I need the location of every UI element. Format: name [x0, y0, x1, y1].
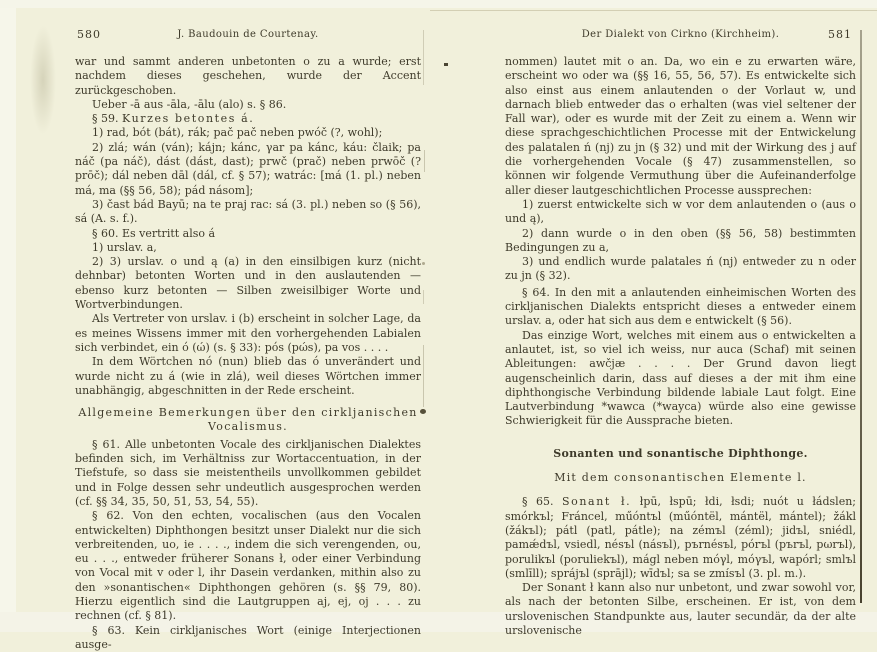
paragraph: § 62. Von den echten, vocalischen (aus den Vocalen entwickelten) Diphthongen besitzt unser Dialekt nur die sich verbreitenden, uo, ie . . . ., indem die sich verengenden, ou, eu . . ., entweder früherer Sonans ł, oder einer Verbindung von Vocal mit v oder l, ihr Dasein verdanken, mithin also zu den »sonantischen« Diphthongen gehören (s. §§ 79, 80). Hierzu eigentlich sind die Lautgruppen aj, ej, oj . . . zu rechnen (cf. § 81). — [75, 509, 421, 623]
left-running-title: J. Baudouin de Courtenay. — [177, 29, 319, 40]
scan-top-margin — [0, 0, 877, 8]
right-running-title: Der Dialekt von Cirkno (Kirchheim). — [581, 29, 780, 40]
paragraph: Als Vertreter von urslav. i (b) erscheint in solcher Lage, da es meines Wissens immer mit den vorhergehenden Labialen sich verbindet, ein ó (ώ) (s. § 33): pós (pώs), pa vos . . . . — [75, 312, 421, 354]
page-right-edge-line — [860, 30, 862, 603]
page-top-edge-line — [430, 10, 877, 11]
section-number: § 59. — [92, 112, 119, 126]
right-page-number: 581 — [828, 28, 852, 41]
fold-mark — [423, 30, 424, 85]
paragraph: In dem Wörtchen nó (nun) blieb das ó unverändert und wurde nicht zu á (wie in zlá), weil dieses Wörtchen immer unabhängig, abgeschnitten in der Rede erscheint. — [75, 355, 421, 397]
fold-mark — [423, 290, 424, 304]
paragraph: Ueber -ā aus -āla, -ālu (alo) s. § 86. — [92, 97, 287, 111]
paragraph: 3) čast bád Bayū; na te praj rac: sá (3. pl.) neben so (§ 56), sá (A. s. f.). — [75, 197, 421, 226]
paragraph: nommen) lautet mit o an. Da, wo ein e zu erwarten wäre, erscheint wo oder wa (§§ 16, 55, 56, 57). Es entwickelte sich also einst aus einem anlautenden o der Vorlaut w, und darnach blieb entweder das o erhalten (was viel seltener der Fall war), oder es wurde mit der Zeit zu einem a. Wenn wir diese sprachgeschichtlichen Processe mit der Entwickelung des palatalen ń (nj) zu jn (§ 32) und mit der Wirkung des j auf die vorhergehenden Vocale (§ 47) zusammenstellen, so können wir folgende Vermuthung über die Aufeinanderfolge aller dieser lautgeschichtlichen Processe aussprechen: — [505, 55, 856, 197]
chapter-heading: Allgemeine Bemerkungen über den cirkljanischen Vocalismus. — [78, 406, 418, 434]
left-running-head — [75, 28, 421, 42]
section-heading — [75, 112, 421, 126]
section-number: § 65. — [522, 495, 554, 509]
right-running-head — [505, 28, 856, 42]
section-body: łpū, łspū; łdi, łsdi; nuót u łádslen; smórkъl; Fráncel, műóntъl (műóntёl, mántёl, mántel); žákl (žákъl); pátl (patl, pátle); na zémъl (zéml); jidъl, sniédl, pamǽdъl, vsiedl, nésъl (násъl), pъrnésъl, pórъl (pъrъl, pωrъl), porulikъl (poruliekъl), mágl neben móγl, móγъl, wapórl; smlъl (smlīll); sprájъl (sprājl); wīdъl; sa se zmísъl (3. pl. m.). — [505, 495, 856, 580]
ink-speck — [444, 63, 448, 66]
paragraph: 1) rad, bót (bát), rák; pač pač neben pwóč (?, wohl); — [92, 126, 383, 140]
fold-mark — [422, 262, 425, 265]
paragraph: 1) zuerst entwickelte sich w vor dem anlautenden o (aus o und ą), — [505, 197, 856, 226]
paragraph: § 63. Kein cirkljanisches Wort (einige Interjectionen ausge- — [75, 623, 421, 651]
section-title: Sonant ł. — [562, 495, 632, 509]
scan-shadow — [30, 25, 56, 135]
paragraph: § 64. In den mit a anlautenden einheimischen Worten des cirkljanischen Dialekts entspricht dieses a entweder einem urslav. a, oder hat sich aus dem e entwickelt (§ 56). — [505, 285, 856, 328]
paragraph: 3) und endlich wurde palatales ń (nj) entweder zu n oder zu jn (§ 32). — [505, 255, 856, 283]
paragraph: 2) dann wurde o in den oben (§§ 56, 58) bestimmten Bedingungen zu a, — [505, 226, 856, 254]
scan-left-margin — [0, 0, 16, 632]
chapter-heading: Sonanten und sonantische Diphthonge. — [553, 446, 808, 460]
fold-mark — [423, 345, 424, 407]
paragraph: Das einzige Wort, welches mit einem aus o entwickelten a anlautet, ist, so viel ich weiss, nur auca (Schaf) mit seinen Ableitungen: awčjæ . . . . Der Grund davon liegt augenscheinlich darin, dass auf dieses a der mit ihm eine diphthongische Verbindung bildende labiale Laut folgt. Eine Lautverbindung *wawca (*wayca) würde also eine gewisse Schwierigkeit für die Aussprache bieten. — [505, 328, 856, 428]
sub-heading: Mit dem consonantischen Elemente l. — [554, 471, 807, 485]
paragraph: § 60. Es vertritt also á — [92, 226, 216, 240]
left-page-number: 580 — [77, 28, 101, 41]
fold-mark — [424, 150, 425, 172]
paragraph: § 61. Alle unbetonten Vocale des cirkljanischen Dialektes befinden sich, im Verhältniss zur Wortaccentuation, in der Tiefstufe, so dass sie meistentheils unvollkommen gebildet und in Folge dessen sehr undeutlich ausgesprochen werden (cf. §§ 34, 35, 50, 51, 53, 54, 55). — [75, 437, 421, 508]
paragraph: 1) urslav. a, — [92, 240, 157, 254]
paragraph: war und sammt anderen unbetonten o zu a wurde; erst nachdem dieses geschehen, wurde der Accent zurückgeschoben. — [75, 55, 421, 97]
section-title: Kurzes betontes á. — [122, 112, 255, 126]
left-page — [75, 28, 421, 652]
right-page — [505, 28, 856, 638]
paragraph: 2) 3) urslav. o und ą (a) in den einsilbigen kurz (nicht dehnbar) betonten Worten und in den auslautenden — ebenso kurz betonten — Silben zweisilbiger Worte und Wortverbindungen. — [75, 255, 421, 312]
paragraph: Der Sonant ł kann also nur unbetont, und zwar sowohl vor, als nach der betonten Silbe, erscheinen. Er ist, von dem urslovenischen Standpunkte aus, lauter secundär, da der alte urslovenische — [505, 581, 856, 637]
paragraph: 2) zlá; wán (ván); kájn; kánc, γar pa kánc, káu: člaik; pa náč (pa náč), dást (dást, dast); prwč (prač) neben prwōč (? prōč); dál neben dāl (dál, cf. § 57); watrác: [má (1. pl.) neben má, ma (§§ 56, 58); pád násom]; — [75, 140, 421, 197]
section-heading-paragraph — [505, 495, 856, 581]
